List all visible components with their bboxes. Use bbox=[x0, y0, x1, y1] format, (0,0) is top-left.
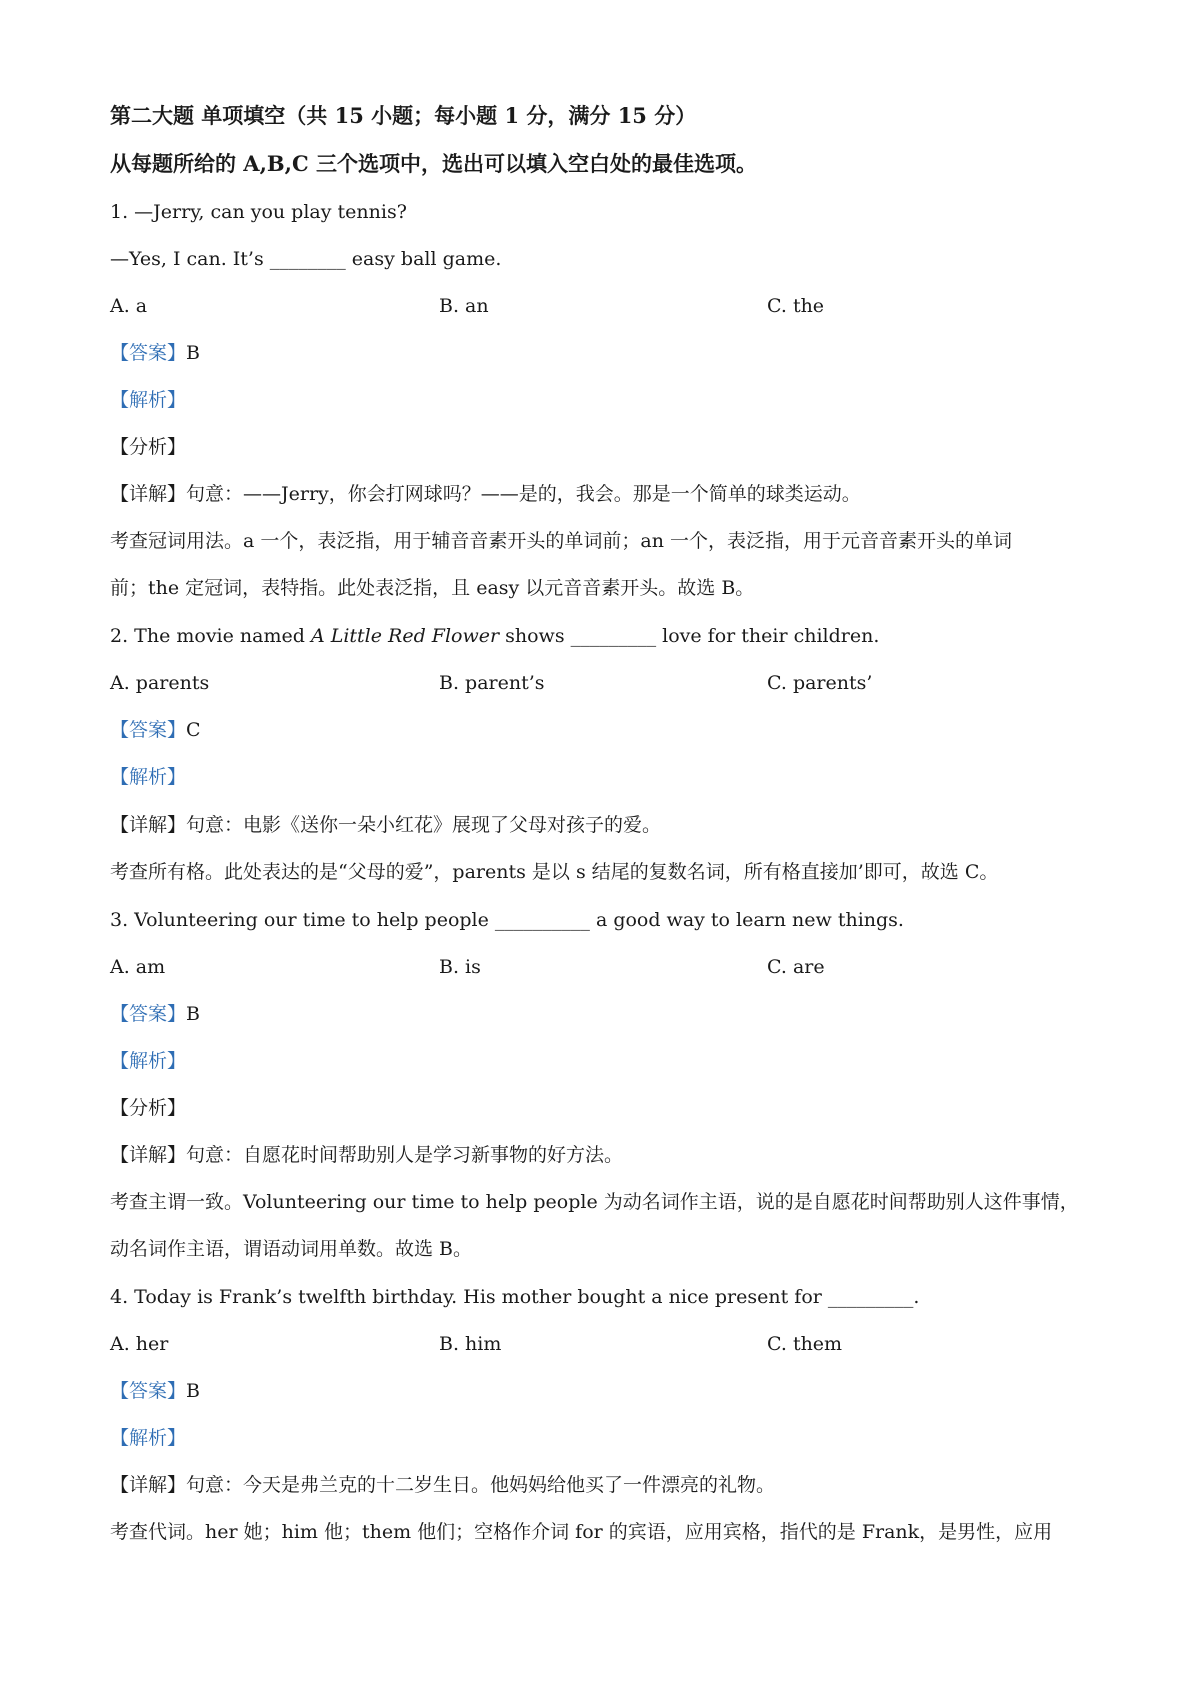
q1-explain-2: 前；the 定冠词，表特指。此处表泛指，且 easy 以元音音素开头。故选 B。 bbox=[110, 577, 755, 599]
q1-explain-1: 考查冠词用法。a 一个，表泛指，用于辅音音素开头的单词前；an 一个，表泛指，用于元音音素开头的单词 bbox=[110, 530, 1012, 552]
q1-fenxi bbox=[110, 435, 186, 459]
answer-value: B bbox=[186, 1003, 200, 1025]
q3-explain-2: 动名词作主语，谓语动词用单数。故选 B。 bbox=[110, 1238, 473, 1260]
analysis-label: 【解析】 bbox=[110, 1050, 187, 1072]
q2-answer bbox=[110, 718, 201, 742]
q2-stem-pre: 2. The movie named bbox=[110, 625, 311, 647]
answer-label: 【答案】 bbox=[110, 1380, 187, 1402]
answer-value: B bbox=[186, 342, 200, 364]
q3-option-c: C. are bbox=[767, 956, 825, 978]
q3-detail bbox=[110, 1143, 623, 1167]
q1-option-b: B. an bbox=[439, 295, 489, 317]
q1-answer bbox=[110, 341, 200, 365]
detail-label: 【详解】 bbox=[110, 483, 187, 505]
q3-analysis bbox=[110, 1049, 186, 1073]
q2-option-c: C. parents’ bbox=[767, 672, 873, 694]
detail-label: 【详解】 bbox=[110, 1144, 187, 1166]
q2-detail bbox=[110, 813, 661, 837]
q1-option-a: A. a bbox=[110, 295, 148, 317]
q4-explain-1: 考查代词。her 她；him 他；them 他们；空格作介词 for 的宾语，应用宾格，指代的是 Frank，是男性，应用 bbox=[110, 1521, 1053, 1543]
q3-explain-1: 考查主谓一致。Volunteering our time to help people 为动名词作主语，说的是自愿花时间帮助别人这件事情， bbox=[110, 1191, 1079, 1213]
analysis-label: 【解析】 bbox=[110, 389, 187, 411]
q1-detail bbox=[110, 482, 861, 506]
detail-label: 【详解】 bbox=[110, 814, 187, 836]
q4-option-b: B. him bbox=[439, 1333, 502, 1355]
q2-option-b: B. parent’s bbox=[439, 672, 545, 694]
q4-answer bbox=[110, 1379, 200, 1403]
section-instruction: 从每题所给的 A,B,C 三个选项中，选出可以填入空白处的最佳选项。 bbox=[110, 151, 757, 176]
fenxi-label: 【分析】 bbox=[110, 436, 187, 458]
q4-option-a: A. her bbox=[110, 1333, 169, 1355]
q1-option-c: C. the bbox=[767, 295, 825, 317]
q2-stem bbox=[110, 624, 879, 648]
q4-stem: 4. Today is Frank’s twelfth birthday. His mother bought a nice present for _________. bbox=[110, 1286, 920, 1308]
detail-text: 句意：——Jerry，你会打网球吗？——是的，我会。那是一个简单的球类运动。 bbox=[186, 483, 861, 505]
q4-detail bbox=[110, 1473, 775, 1497]
q4-option-c: C. them bbox=[767, 1333, 843, 1355]
q1-stem-reply: —Yes, I can. It’s ________ easy ball game. bbox=[110, 248, 502, 270]
answer-label: 【答案】 bbox=[110, 342, 187, 364]
q2-analysis bbox=[110, 765, 186, 789]
q3-answer bbox=[110, 1002, 200, 1026]
fenxi-label: 【分析】 bbox=[110, 1097, 187, 1119]
q3-option-a: A. am bbox=[110, 956, 166, 978]
detail-label: 【详解】 bbox=[110, 1474, 187, 1496]
answer-value: B bbox=[186, 1380, 200, 1402]
section-title: 第二大题 单项填空（共 15 小题；每小题 1 分，满分 15 分） bbox=[110, 103, 697, 128]
q3-stem: 3. Volunteering our time to help people __________ a good way to learn new things. bbox=[110, 909, 904, 931]
analysis-label: 【解析】 bbox=[110, 766, 187, 788]
q1-stem: 1. —Jerry, can you play tennis? bbox=[110, 201, 407, 223]
q4-analysis bbox=[110, 1426, 186, 1450]
q2-explain-1: 考查所有格。此处表达的是“父母的爱”，parents 是以 s 结尾的复数名词，所有格直接加’即可，故选 C。 bbox=[110, 861, 999, 883]
analysis-label: 【解析】 bbox=[110, 1427, 187, 1449]
answer-value: C bbox=[186, 719, 201, 741]
q2-movie-title: A Little Red Flower bbox=[310, 625, 500, 647]
detail-text: 句意：今天是弗兰克的十二岁生日。他妈妈给他买了一件漂亮的礼物。 bbox=[186, 1474, 776, 1496]
q1-analysis bbox=[110, 388, 186, 412]
q3-fenxi bbox=[110, 1096, 186, 1120]
detail-text: 句意：自愿花时间帮助别人是学习新事物的好方法。 bbox=[186, 1144, 624, 1166]
q3-option-b: B. is bbox=[439, 956, 481, 978]
detail-text: 句意：电影《送你一朵小红花》展现了父母对孩子的爱。 bbox=[186, 814, 662, 836]
answer-label: 【答案】 bbox=[110, 719, 187, 741]
q2-stem-post: shows _________ love for their children. bbox=[499, 625, 880, 647]
answer-label: 【答案】 bbox=[110, 1003, 187, 1025]
q2-option-a: A. parents bbox=[110, 672, 210, 694]
